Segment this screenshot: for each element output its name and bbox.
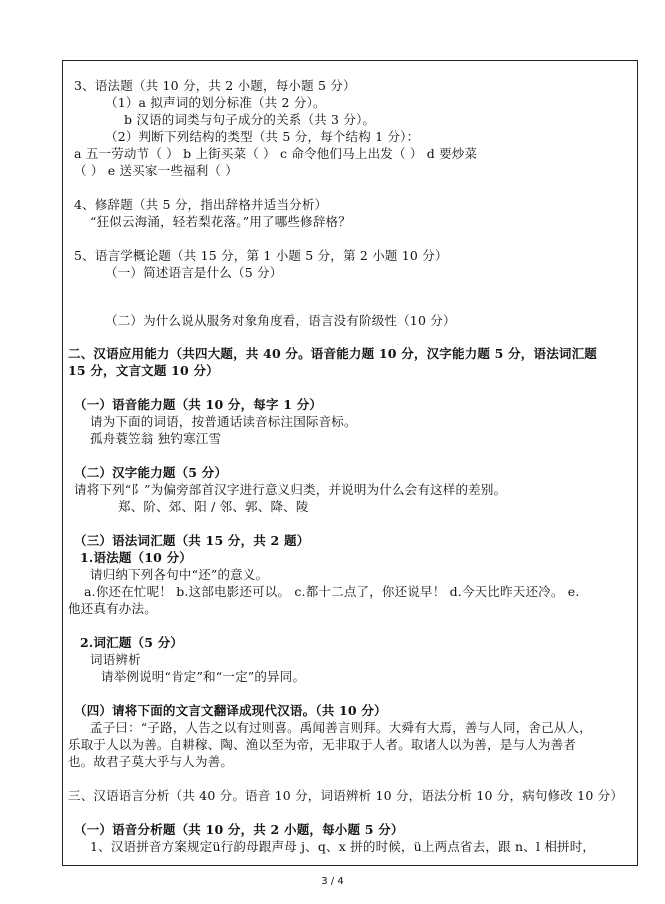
s2-characters-heading: （二）汉字能力题（5 分） (74, 465, 228, 480)
s2-characters-instruction: 请将下列“阝”为偏旁部首汉字进行意义归类，并说明为什么会有这样的差别。 (74, 482, 507, 497)
q3-sub2-items: a 五一劳动节（ ） b 上街买菜（ ） c 命令他们马上出发（ ） d 要炒菜 (74, 146, 478, 161)
s2-phonetics-words: 孤舟蓑笠翁 独钓寒江雪 (90, 431, 222, 446)
section3-heading: 三、汉语语言分析（共 40 分。语音 10 分，词语辨析 10 分，语法分析 10 分，病句修改 10 分） (68, 788, 624, 803)
section2-heading-cont: 15 分，文言文题 10 分） (68, 363, 219, 378)
s2-grammar-instruction: 请归纳下列各句中“还”的意义。 (90, 567, 269, 582)
s2-grammar-subheading: 1.语法题（10 分） (80, 550, 192, 565)
q3-sub1b: b 汉语的词类与句子成分的关系（共 3 分）。 (124, 112, 376, 127)
s2-classical-text-1: 孟子曰：“子路，人告之以有过则喜。禹闻善言则拜。大舜有大焉，善与人同，舍己从人， (90, 720, 592, 735)
s2-classical-text-2: 乐取于人以为善。自耕稼、陶、渔以至为帝，无非取于人者。取诸人以为善，是与人为善者 (68, 737, 577, 752)
q5-linguistics-heading: 5、语言学概论题（共 15 分，第 1 小题 5 分，第 2 小题 10 分） (74, 248, 448, 263)
s2-characters-list: 郑、阶、郊、阳 / 邻、郭、降、陵 (118, 499, 309, 514)
s2-classical-heading: （四）请将下面的文言文翻译成现代汉语。（共 10 分） (74, 703, 387, 718)
q4-rhetoric-heading: 4、修辞题（共 5 分，指出辞格并适当分析） (74, 197, 328, 212)
q4-rhetoric-question: “狂似云海涌，轻若梨花落。”用了哪些修辞格？ (90, 214, 351, 229)
s2-grammar-sentences: a.你还在忙呢！ b.这部电影还可以。 c.都十二点了，你还说早！ d.今天比昨天还冷。 e. (84, 584, 580, 599)
s2-phonetics-heading: （一）语音能力题（共 10 分，每字 1 分） (74, 397, 323, 412)
q5-sub1: （一）简述语言是什么（5 分） (105, 265, 283, 280)
s3-phonetics-heading: （一）语音分析题（共 10 分，共 2 小题，每小题 5 分） (74, 822, 404, 837)
s2-vocab-subheading: 2.词汇题（5 分） (80, 635, 184, 650)
s2-phonetics-instruction: 请为下面的词语，按普通话读音标注国际音标。 (90, 414, 357, 429)
s2-grammar-vocab-heading: （三）语法词汇题（共 15 分，共 2 题） (74, 533, 310, 548)
s2-classical-text-3: 也。故君子莫大乎与人为善。 (68, 754, 234, 769)
s3-phonetics-question: 1、汉语拼音方案规定ü行韵母跟声母 j、q、x 拼的时候，ü上两点省去，跟 n、l 相拼时， (90, 839, 596, 854)
s2-grammar-sentences-cont: 他还真有办法。 (68, 601, 157, 616)
s2-vocab-instruction: 请举例说明“肯定”和“一定”的异同。 (101, 669, 306, 684)
q3-grammar-heading: 3、语法题（共 10 分，共 2 小题，每小题 5 分） (74, 78, 356, 93)
q3-sub2: （2）判断下列结构的类型（共 5 分，每个结构 1 分）： (105, 129, 420, 144)
q3-sub2-items-cont: （ ） e 送买家一些福利（ ） (74, 163, 238, 178)
q3-sub1a: （1）a 拟声词的划分标准（共 2 分）。 (105, 95, 326, 110)
page-number: 3 / 4 (321, 876, 344, 887)
q5-sub2: （二）为什么说从服务对象角度看，语言没有阶级性（10 分） (105, 313, 456, 328)
section2-heading: 二、汉语应用能力（共四大题，共 40 分。语音能力题 10 分，汉字能力题 5 分，语法词汇题 (68, 346, 597, 361)
s2-vocab-label: 词语辨析 (90, 652, 141, 667)
